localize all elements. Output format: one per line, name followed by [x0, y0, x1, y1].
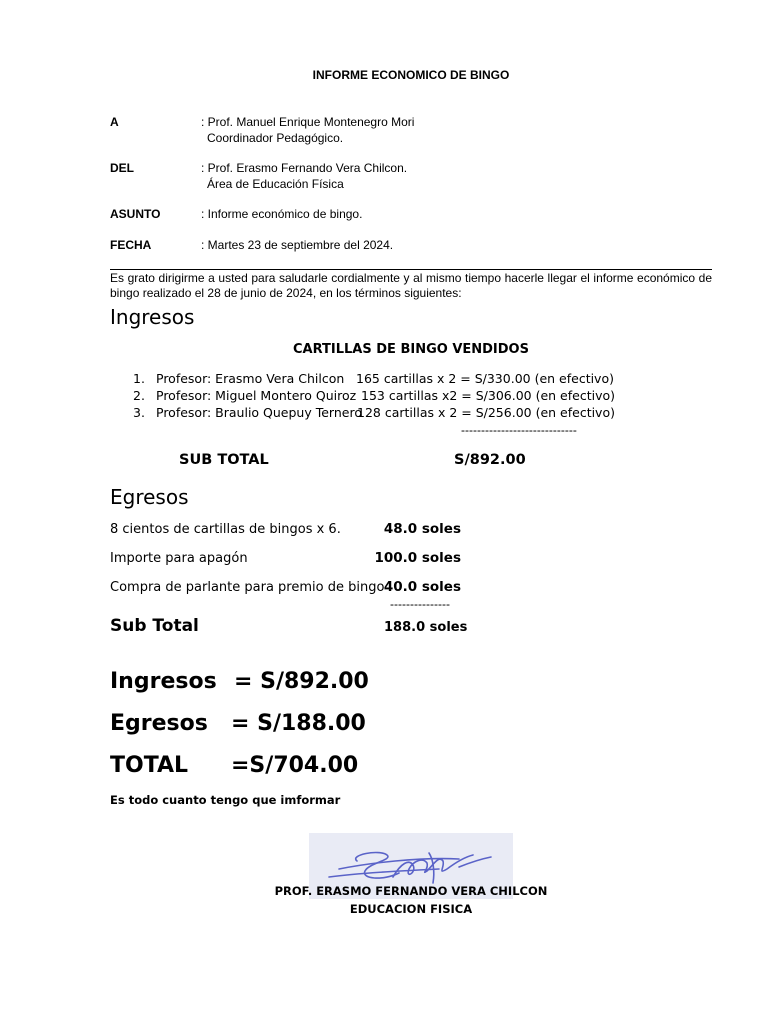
- ingresos-subtotal-label: SUB TOTAL: [179, 452, 269, 468]
- list-item-number: 1.: [133, 371, 145, 386]
- egresos-item-amount: 100.0 soles: [374, 550, 461, 566]
- list-item-name: Profesor: Erasmo Vera Chilcon: [156, 371, 345, 386]
- list-item-number: 2.: [133, 388, 145, 403]
- list-item-name: Profesor: Braulio Quepuy Ternero: [156, 405, 362, 420]
- header-fecha-label: FECHA: [110, 238, 152, 252]
- summary-total-label: TOTAL: [110, 753, 189, 778]
- header-a-recipient: : Prof. Manuel Enrique Montenegro Mori: [201, 115, 415, 129]
- header-fecha-value: : Martes 23 de septiembre del 2024.: [201, 238, 394, 252]
- list-item-detail: 165 cartillas x 2 = S/330.00 (en efectivo): [356, 371, 614, 386]
- list-item-name: Profesor: Miguel Montero Quiroz: [156, 388, 357, 403]
- summary-total-value: =S/704.00: [231, 753, 359, 778]
- summary-ingresos-value: = S/892.00: [234, 669, 369, 694]
- signature-name: PROF. ERASMO FERNANDO VERA CHILCON: [274, 884, 548, 898]
- ingresos-dash-line: -----------------------------: [461, 423, 577, 437]
- egresos-item-label: 8 cientos de cartillas de bingos x 6.: [110, 522, 341, 537]
- egresos-subtotal-label: Sub Total: [110, 616, 199, 636]
- egresos-subtotal-value: 188.0 soles: [384, 620, 468, 635]
- ingresos-subheading: CARTILLAS DE BINGO VENDIDOS: [293, 342, 529, 357]
- egresos-item-label: Importe para apagón: [110, 551, 248, 566]
- egresos-heading: Egresos: [110, 485, 189, 509]
- summary-egresos-label: Egresos: [110, 711, 208, 736]
- ingresos-subtotal-value: S/892.00: [454, 452, 526, 468]
- list-item-detail: 128 cartillas x 2 = S/256.00 (en efectivo): [357, 405, 615, 420]
- header-divider: [110, 269, 712, 270]
- egresos-item-label: Compra de parlante para premio de bingo: [110, 580, 385, 595]
- document-title: INFORME ECONOMICO DE BINGO: [312, 68, 510, 82]
- summary-egresos-value: = S/188.00: [231, 711, 366, 736]
- header-a-role: Coordinador Pedagógico.: [207, 131, 344, 145]
- header-del-area: Área de Educación Física: [207, 177, 344, 191]
- list-item-number: 3.: [133, 405, 145, 420]
- header-del-sender: : Prof. Erasmo Fernando Vera Chilcon.: [201, 161, 408, 175]
- ingresos-heading: Ingresos: [110, 305, 195, 329]
- header-a-label: A: [110, 115, 119, 129]
- list-item-detail: 153 cartillas x2 = S/306.00 (en efectivo): [361, 388, 616, 403]
- summary-ingresos-label: Ingresos: [110, 669, 217, 694]
- egresos-item-amount: 48.0 soles: [383, 521, 461, 537]
- egresos-item-amount: 40.0 soles: [383, 579, 461, 595]
- header-asunto-value: : Informe económico de bingo.: [201, 207, 363, 221]
- closing-text: Es todo cuanto tengo que imformar: [110, 793, 341, 807]
- header-asunto-label: ASUNTO: [110, 207, 161, 221]
- intro-paragraph: Es grato dirigirme a usted para saludarle cordialmente y al mismo tiempo hacerle llegar el informe económico de bingo realizado el 28 de junio de 2024, en los términos siguientes:: [110, 271, 712, 300]
- header-del-label: DEL: [110, 161, 134, 175]
- signature-role: EDUCACION FISICA: [349, 902, 473, 916]
- egresos-dash-line: ---------------: [390, 597, 450, 611]
